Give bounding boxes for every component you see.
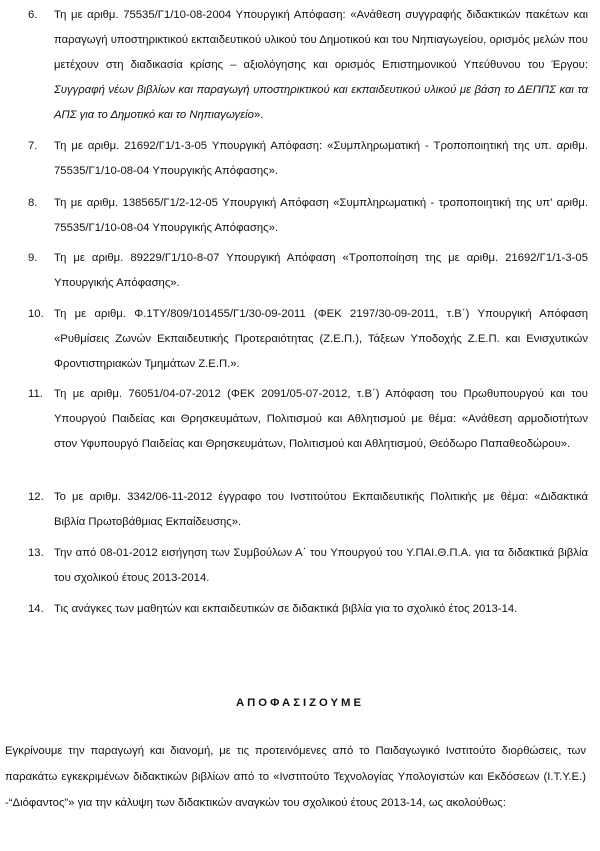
item-text: Τη με αριθμ. Φ.1ΤΥ/809/101455/Γ1/30-09-2011 (ΦΕΚ 2197/30-09-2011, τ.Β΄) Υπουργική Απόφαση «Ρυθμίσεις Ζωνών Εκπαιδευτικής Προτεραιότητας (Ζ.Ε.Π.), Τάξεων Υποδοχής Ζ.Ε.Π. και Ενισχυτικών Φροντιστηριακών Τμημάτων Ζ.Ε.Π.». (54, 308, 588, 370)
item-number: 14. (28, 603, 44, 615)
list-item-10 (28, 302, 588, 377)
item-text: Τις ανάγκες των μαθητών και εκπαιδευτικών σε διδακτικά βιβλία για το σχολικό έτος 2013-14. (54, 603, 518, 615)
decision-heading: ΑΠΟΦΑΣΙΖΟΥΜΕ (235, 697, 364, 709)
list-item-11 (28, 382, 588, 457)
item-text-start: Τη με αριθμ. 75535/Γ1/10-08-2004 Υπουργική Απόφαση: «Ανάθεση συγγραφής διδακτικών πακέτων και παραγωγή υποστηρικτικού εκπαιδευτικού υλικού του Δημοτικού και του Νηπιαγωγείου, ορισμός μελών που μετέχουν στη διαδικασία κρίσης – αξιολόγησης και ορισμός Επιστημονικού Υπεύθυνου του Έργου: (54, 9, 588, 71)
item-text (54, 3, 588, 128)
item-text: Την από 08-01-2012 εισήγηση των Συμβούλων Α΄ του Υπουργού του Υ.ΠΑΙ.Θ.Π.Α. για τα διδακτικά βιβλία του σχολικού έτους 2013-2014. (54, 547, 588, 584)
item-text: Τη με αριθμ. 138565/Γ1/2-12-05 Υπουργική Απόφαση «Συμπληρωματική - τροποποιητική της υπ’ αριθμ. 75535/Γ1/10-08-04 Υπουργικής Απόφασης». (54, 197, 588, 234)
list-item-14 (28, 597, 588, 622)
item-text: Το με αριθμ. 3342/06-11-2012 έγγραφο του Ινστιτούτου Εκπαιδευτικής Πολιτικής με θέμα: «Διδακτικά Βιβλία Πρωτοβάθμιας Εκπαίδευσης». (54, 491, 588, 528)
list-item-9 (28, 246, 588, 296)
item-number: 9. (28, 252, 38, 264)
item-text-end: ». (253, 109, 264, 121)
list-item-13 (28, 541, 588, 591)
item-number: 13. (28, 547, 44, 559)
item-text-italic: Συγγραφή νέων βιβλίων και παραγωγή υποστηρικτικού και εκπαιδευτικού υλικού με βάση το ΔΕΠΠΣ και τα ΑΠΣ για το Δημοτικό και το Νηπιαγωγείο (54, 84, 588, 121)
item-text: Τη με αριθμ. 89229/Γ1/10-8-07 Υπουργική Απόφαση «Τροποποίηση της με αριθμ. 21692/Γ1/1-3-05 Υπουργικής Απόφασης». (54, 252, 588, 289)
item-text: Τη με αριθμ. 76051/04-07-2012 (ΦΕΚ 2091/05-07-2012, τ.Β΄) Απόφαση του Πρωθυπουργού και του Υπουργού Παιδείας και Θρησκευμάτων, Πολιτισμού και Αθλητισμού με θέμα: «Ανάθεση αρμοδιοτήτων στον Υφυπουργό Παιδείας και Θρησκευμάτων, Πολιτισμού και Αθλητισμού, Θεόδωρο Παπαθεοδώρου». (54, 388, 588, 450)
item-number: 11. (28, 388, 43, 400)
item-number: 12. (28, 491, 44, 503)
list-item-7 (28, 134, 588, 184)
item-text: Τη με αριθμ. 21692/Γ1/1-3-05 Υπουργική Απόφαση: «Συμπληρωματική - Τροποποιητική της υπ. αριθμ. 75535/Γ1/10-08-04 Υπουργικής Απόφασης». (54, 140, 588, 177)
list-item-8 (28, 191, 588, 241)
item-number: 10. (28, 308, 44, 320)
closing-paragraph: Εγκρίνουμε την παραγωγή και διανομή, με τις προτεινόμενες από το Παιδαγωγικό Ινστιτούτο διορθώσεις, των παρακάτω εγκεκριμένων διδακτικών βιβλίων από το «Ινστιτούτο Τεχνολογίας Υπολογιστών και Εκδόσεων (Ι.Τ.Υ.Ε.) -“Διόφαντος”» για την κάλυψη των διδακτικών αναγκών του σχολικού έτους 2013-14, ως ακολούθως: (5, 745, 586, 809)
list-item-12 (28, 485, 588, 535)
item-number: 6. (28, 9, 38, 21)
item-number: 8. (28, 197, 38, 209)
item-number: 7. (28, 140, 38, 152)
list-item-6 (28, 3, 588, 128)
